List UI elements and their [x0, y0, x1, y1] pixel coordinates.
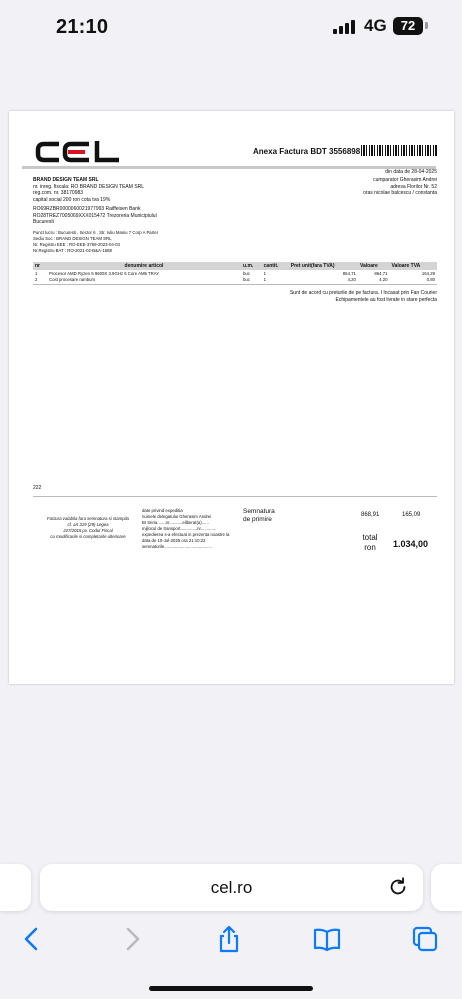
seller-name: BRAND DESIGN TEAM SRL — [33, 177, 99, 183]
legal-block — [33, 516, 143, 540]
barcode-icon — [361, 145, 437, 156]
seller-block — [33, 177, 158, 254]
footer-number: 222 — [33, 485, 42, 491]
status-bar — [0, 0, 462, 54]
cell: 2 — [35, 276, 38, 282]
cell: 864,71 — [342, 270, 356, 276]
col-nr: nr — [33, 262, 47, 270]
home-indicator — [149, 986, 313, 991]
buyer-block — [363, 177, 437, 197]
header-rule — [22, 166, 436, 169]
next-tab-edge[interactable] — [431, 864, 462, 911]
seller-bank3: Bucuresti — [33, 219, 54, 225]
expedition-line: data de 10-Jul-2025 ora 21:10:22 — [142, 538, 206, 543]
total-label: total ron — [362, 533, 378, 552]
previous-tab-edge[interactable] — [0, 864, 31, 911]
cell: 4,20 — [379, 276, 388, 282]
items-table — [33, 262, 437, 282]
seller-eee: Nr. Registru EEE : RO-EEE-3769-2023-04-03 — [33, 241, 120, 247]
cell: 1 — [263, 270, 267, 276]
bookmarks-icon[interactable] — [313, 925, 341, 953]
seller-regcom: reg.com. nr. 38170983 — [33, 190, 84, 196]
cell: 1 — [35, 270, 38, 276]
buyer-address: adresa Florilor Nr. 52 — [390, 183, 437, 190]
status-time: 21:10 — [56, 16, 109, 38]
expedition-line: semnaturile........................................ — [142, 544, 212, 549]
cell: buc — [243, 276, 250, 282]
network-type: 4G — [364, 16, 387, 35]
battery-icon — [393, 17, 423, 35]
cell: 0,80 — [426, 276, 435, 282]
legal-line: cf. art 319 (29) Legea — [67, 522, 109, 527]
cell: Cost procesare ramburs — [49, 276, 96, 282]
seller-bank1: RO69RZBR0000060021977993 Raiffeisen Bank — [33, 206, 141, 212]
legal-line: 227/2015 pv. Codul Fiscal — [63, 528, 113, 533]
cellular-signal-icon — [333, 20, 357, 34]
url-text: cel.ro — [210, 878, 253, 897]
total-amount: 1.034,00 — [393, 539, 429, 549]
cell: 864,71 — [374, 270, 388, 276]
table-header-row — [33, 262, 437, 270]
note-2: Echipamentele au fost livrate in stare perfecta — [335, 296, 437, 303]
battery-tip — [425, 22, 428, 29]
battery-level: 72 — [400, 18, 416, 33]
invoice-document — [9, 111, 454, 684]
notes-block — [290, 290, 437, 303]
expedition-line: mijlocul de transport..............nr............. — [142, 526, 217, 531]
col-pret: Pret unit(fara TVA) — [289, 262, 358, 270]
share-icon[interactable] — [215, 925, 243, 953]
legal-line: Factura valabila fara semnatura si stampila — [47, 516, 129, 521]
seller-bank2: RO28TREZ7005069XXX015472 Trezoreria Municipiului — [33, 212, 157, 219]
invoice-date: din data de 28-04-2025 — [385, 169, 437, 175]
footer-rule — [33, 496, 437, 497]
seller-sediu: Sediu Soc : BRAND DESIGN TEAM SRL — [33, 235, 112, 241]
buyer-name: cumparator Gherasim Andrei — [373, 177, 437, 183]
seller-bat: Nr.Registru BAT : RO-2021-02-B&A-1588 — [33, 247, 112, 253]
expedition-line: date privind expeditia — [142, 508, 183, 513]
cell: 164,29 — [421, 270, 435, 276]
signature-label: Semnatura de primire — [243, 508, 275, 523]
seller-punct: Punct lucru : Bucuresti , Sector 6 , Str. Iuliu Maniu 7 Corp A Parter — [33, 229, 159, 235]
col-denumire: denumire articol — [47, 262, 241, 270]
col-cantit: cantit. — [262, 262, 289, 270]
table-bottom-rule — [33, 284, 437, 285]
seller-capital: capital social 200 ron cota tva 19% — [33, 196, 111, 203]
col-valoare: Valoare — [358, 262, 390, 270]
invoice-title: Anexa Factura BDT 3556898 — [253, 147, 361, 156]
reload-icon[interactable] — [387, 876, 409, 898]
cel-logo-icon — [35, 139, 121, 165]
cell: 4,20 — [347, 276, 356, 282]
col-valoare-tva: Valoare TVA — [389, 262, 437, 270]
seller-fiscal: nr. inreg. fiscala: RO BRAND DESIGN TEAM SRL — [33, 183, 145, 190]
forward-icon[interactable] — [118, 925, 146, 953]
expedition-line: expedierea s-a efectuat in prezenta noastre la — [142, 532, 230, 537]
col-um: u.m. — [241, 262, 262, 270]
legal-line: cu modificarile si completarile ulterioare — [50, 534, 126, 539]
buyer-city: oras nicolae balcescu / constanta — [363, 190, 437, 196]
table-row — [33, 276, 437, 282]
total-vat: 165,09 — [402, 512, 421, 518]
expedition-line: BI Seria.......nr...........eliberat(a)...... — [142, 520, 209, 525]
address-bar[interactable] — [40, 864, 423, 911]
expedition-line: numele delegatului Gherasim Andrei — [142, 514, 212, 519]
expedition-block — [142, 508, 229, 550]
tabs-icon[interactable] — [411, 925, 439, 953]
cell: Procesor AMD Ryzen 5 9600X 3.9GHz 6 Core AM5 TRAY — [49, 270, 160, 276]
cell: buc — [243, 270, 250, 276]
total-value: 868,91 — [361, 512, 380, 518]
cell: 1 — [263, 276, 267, 282]
note-1: Sunt de acord cu preturile de pe factura. I Incasat prin Fan Courier — [289, 290, 437, 296]
back-icon[interactable] — [18, 925, 46, 953]
